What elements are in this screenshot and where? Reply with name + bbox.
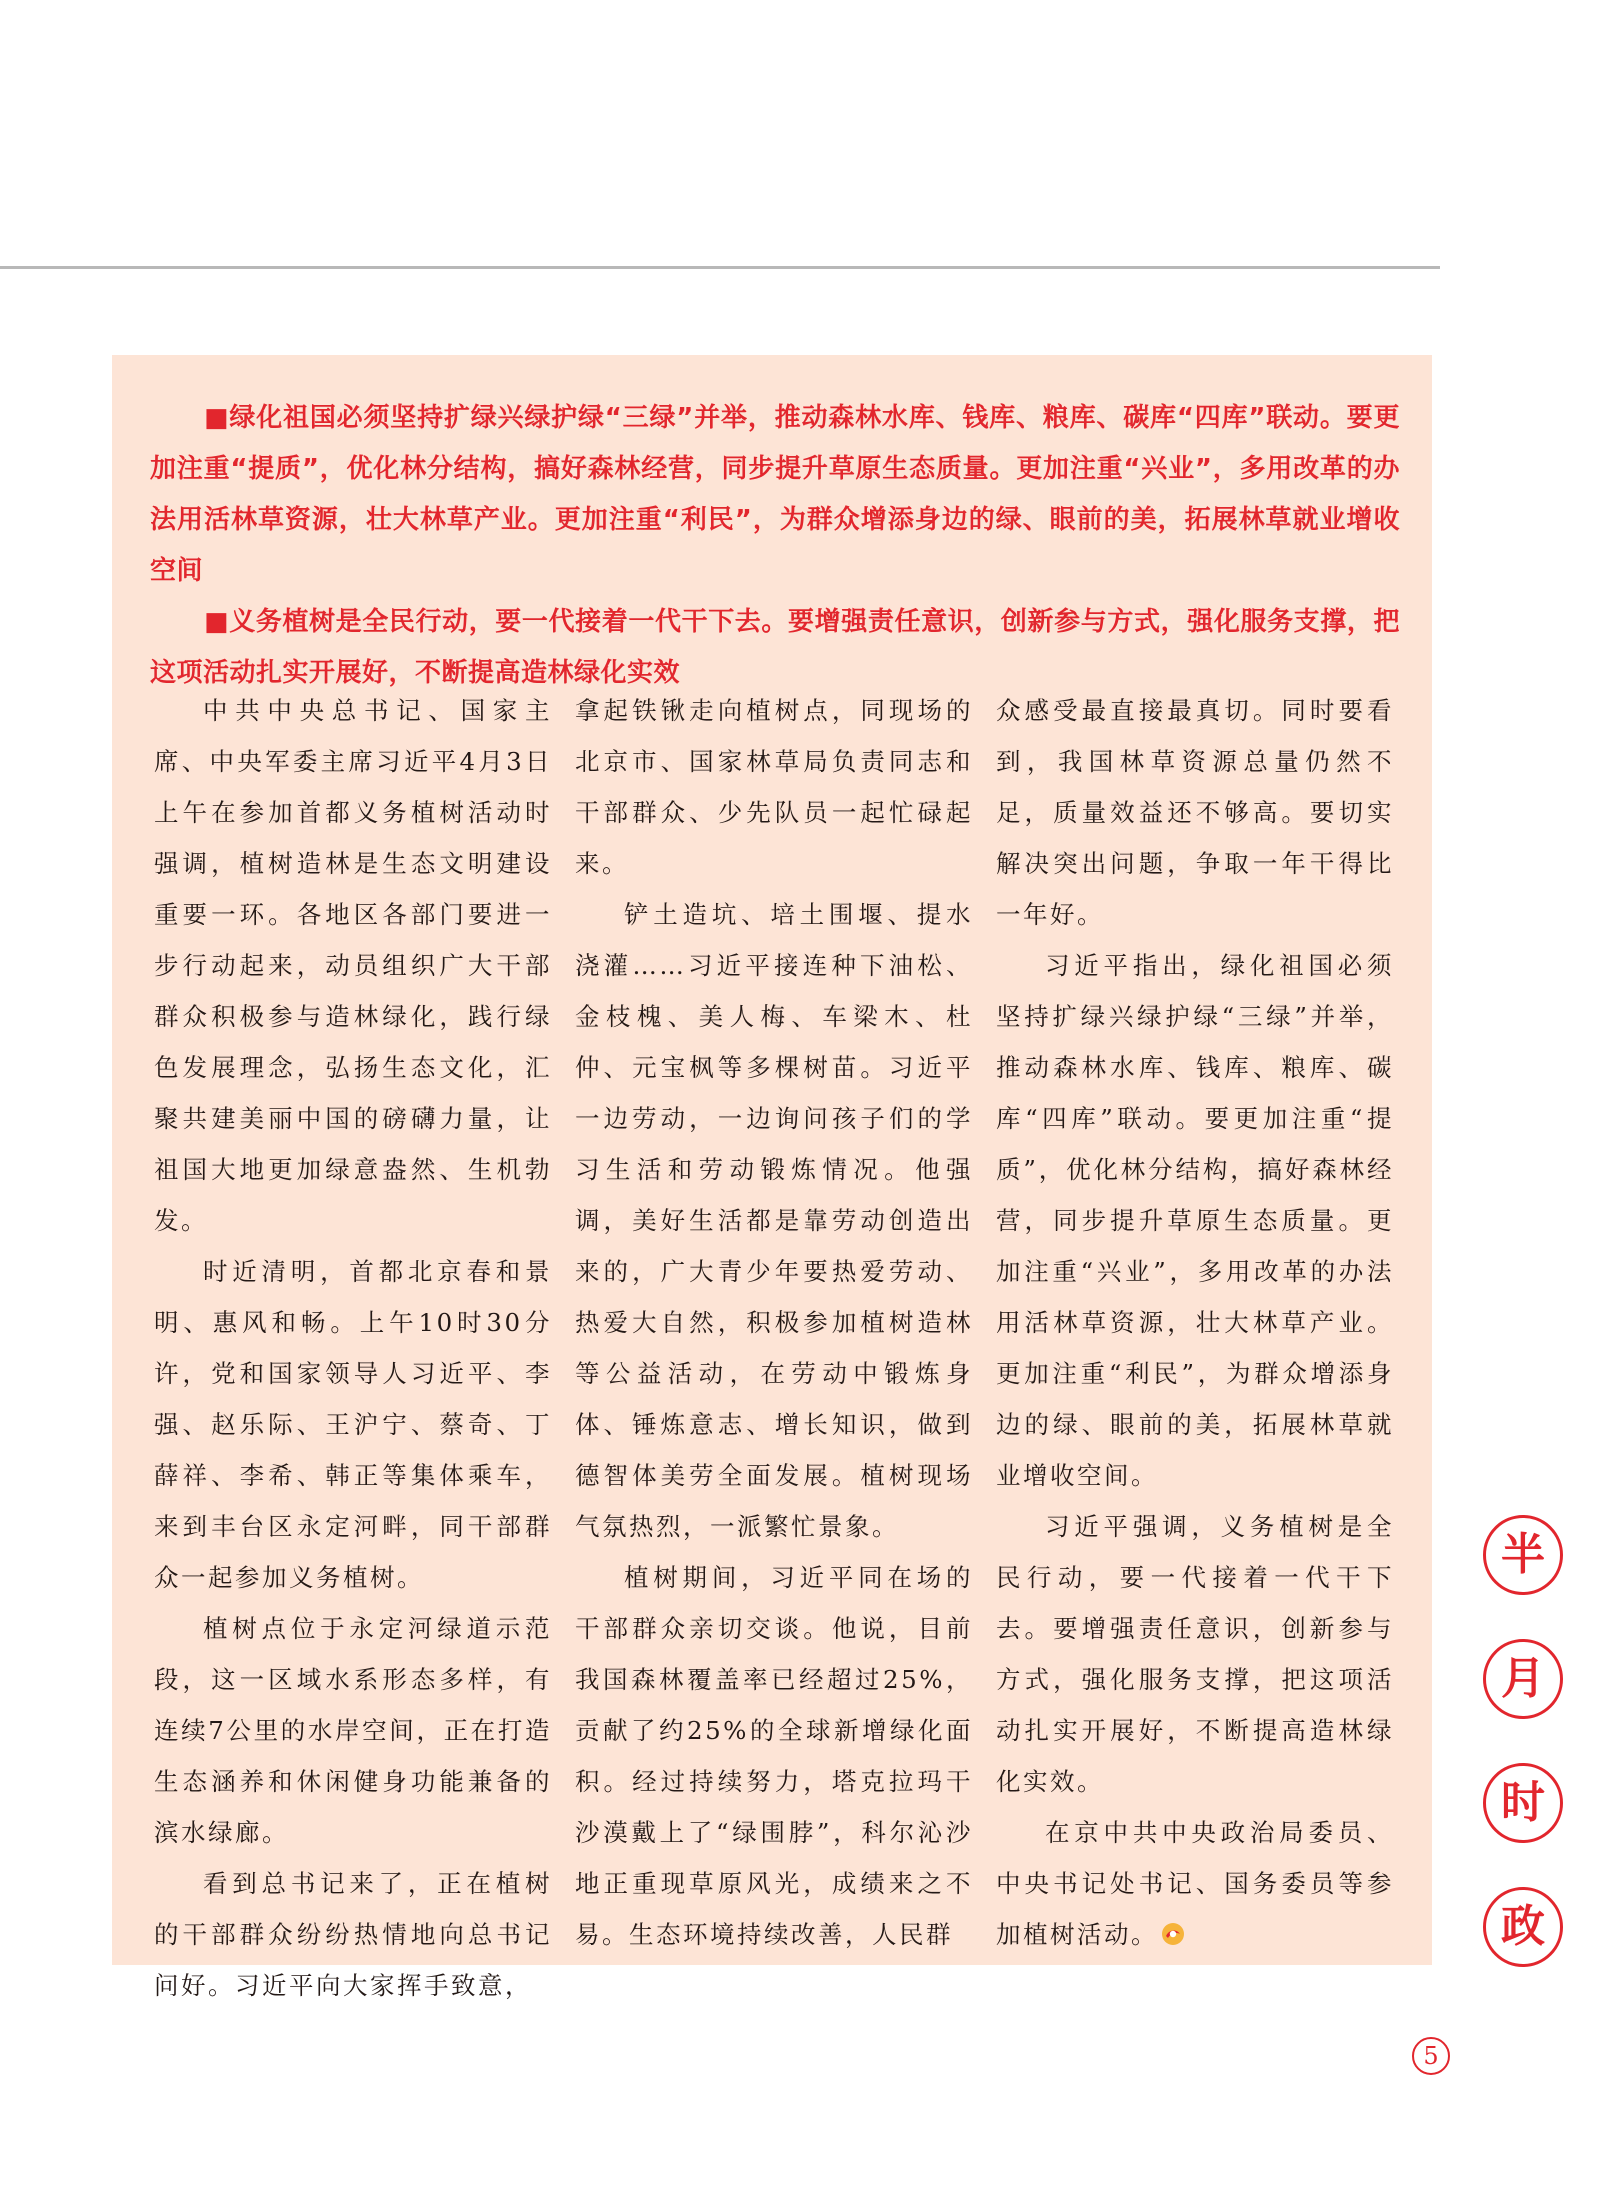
article-end-icon xyxy=(1160,1921,1186,1947)
article-paragraph: 铲土造坑、培土围堰、提水浇灌……习近平接连种下油松、金枝槐、美人梅、车梁木、杜仲、元宝枫等多棵树苗。习近平一边劳动，一边询问孩子们的学习生活和劳动锻炼情况。他强调，美好生活都是靠劳动创造出来的，广大青少年要热爱劳动、热爱大自然，积极参加植树造林等公益活动，在劳动中锻炼身体、锤炼意志、增长知识，做到德智体美劳全面发展。植树现场气氛热烈，一派繁忙景象。 xyxy=(575,900,973,1541)
article-body xyxy=(154,685,1394,2000)
header-rule xyxy=(0,266,1440,269)
column-title-char: 半 xyxy=(1483,1515,1563,1595)
article-paragraph: 众感受最直接最真切。同时要看到，我国林草资源总量仍然不足，质量效益还不够高。要切实解决突出问题，争取一年干得比一年好。 xyxy=(996,696,1394,929)
square-bullet-icon: ■ xyxy=(204,403,230,433)
article-paragraph: 植树期间，习近平同在场的干部群众亲切交谈。他说，目前我国森林覆盖率已经超过25%，贡献了约25%的全球新增绿化面积。经过持续努力，塔克拉玛干沙漠戴上了“绿围脖”，科尔沁沙地正重现草原风光，成绩来之不易。生态环境持续改善，人民群 xyxy=(575,1563,973,1949)
article-paragraph: 看到总书记来了，正在植树的干部群众纷纷热情地向总书记问好。习近平向大家挥手致意， xyxy=(154,1869,552,2000)
article-paragraph: 拿起铁锹走向植树点，同现场的北京市、国家林草局负责同志和干部群众、少先队员一起忙碌起来。 xyxy=(575,696,973,878)
summary-box xyxy=(150,393,1400,699)
article-paragraph: 在京中共中央政治局委员、中央书记处书记、国务委员等参加植树活动。 xyxy=(996,1818,1394,1949)
article-paragraph: 中共中央总书记、国家主席、中央军委主席习近平4月3日上午在参加首都义务植树活动时强调，植树造林是生态文明建设重要一环。各地区各部门要进一步行动起来，动员组织广大干部群众积极参与造林绿化，践行绿色发展理念，弘扬生态文化，汇聚共建美丽中国的磅礴力量，让祖国大地更加绿意盎然、生机勃发。 xyxy=(154,696,552,1235)
article-paragraph: 习近平强调，义务植树是全民行动，要一代接着一代干下去。要增强责任意识，创新参与方式，强化服务支撑，把这项活动扎实开展好，不断提高造林绿化实效。 xyxy=(996,1512,1394,1796)
article-column-3 xyxy=(996,685,1394,1949)
article-panel xyxy=(112,355,1432,2000)
column-title-char: 政 xyxy=(1483,1887,1563,1967)
article-paragraph: 植树点位于永定河绿道示范段，这一区域水系形态多样，有连续7公里的水岸空间，正在打造生态涵养和休闲健身功能兼备的滨水绿廊。 xyxy=(154,1614,552,1847)
article-paragraph: 习近平指出，绿化祖国必须坚持扩绿兴绿护绿“三绿”并举，推动森林水库、钱库、粮库、碳库“四库”联动。要更加注重“提质”，优化林分结构，搞好森林经营，同步提升草原生态质量。更加注重“兴业”，多用改革的办法用活林草资源，壮大林草产业。更加注重“利民”，为群众增添身边的绿、眼前的美，拓展林草就业增收空间。 xyxy=(996,951,1394,1490)
summary-paragraph: ■义务植树是全民行动，要一代接着一代干下去。要增强责任意识，创新参与方式，强化服务支撑，把这项活动扎实开展好，不断提高造林绿化实效 xyxy=(150,607,1400,688)
page-number: 5 xyxy=(1412,2037,1450,2075)
article-column-1 xyxy=(154,685,552,2000)
article-column-2 xyxy=(575,685,973,1949)
column-title-char: 时 xyxy=(1483,1763,1563,1843)
summary-paragraph: ■绿化祖国必须坚持扩绿兴绿护绿“三绿”并举，推动森林水库、钱库、粮库、碳库“四库”联动。要更加注重“提质”，优化林分结构，搞好森林经营，同步提升草原生态质量。更加注重“兴业”，多用改革的办法用活林草资源，壮大林草产业。更加注重“利民”，为群众增添身边的绿、眼前的美，拓展林草就业增收空间 xyxy=(150,403,1400,586)
article-paragraph: 时近清明，首都北京春和景明、惠风和畅。上午10时30分许，党和国家领导人习近平、李强、赵乐际、王沪宁、蔡奇、丁薛祥、李希、韩正等集体乘车，来到丰台区永定河畔，同干部群众一起参加义务植树。 xyxy=(154,1257,552,1592)
column-title-char: 月 xyxy=(1483,1639,1563,1719)
square-bullet-icon: ■ xyxy=(204,607,230,637)
column-title-vertical xyxy=(1483,1515,1563,2011)
